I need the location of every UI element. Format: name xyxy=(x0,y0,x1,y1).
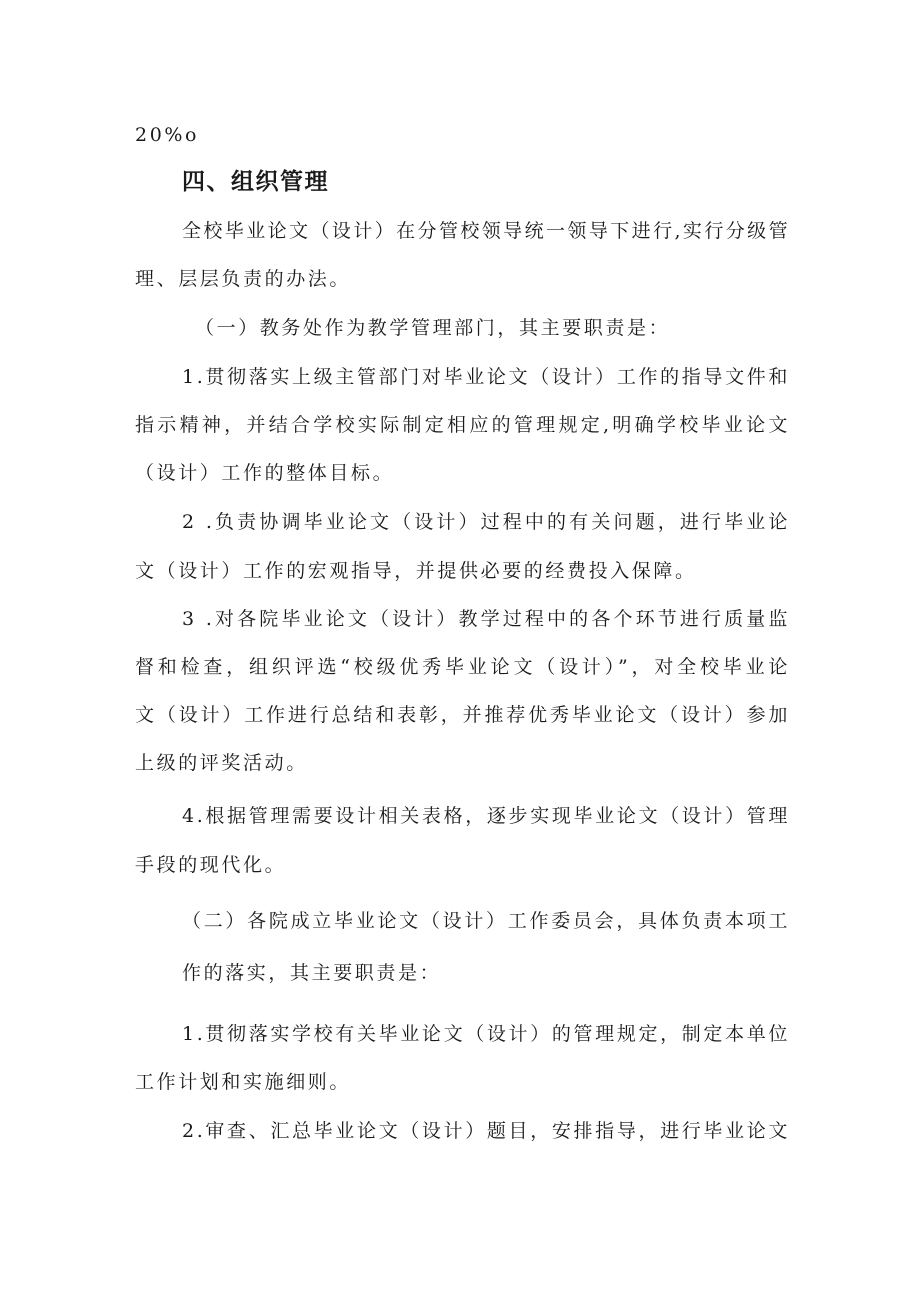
paragraph-line: 1.贯彻落实学校有关毕业论文（设计）的管理规定，制定本单位 xyxy=(182,1023,790,1045)
paragraph-line: 工作计划和实施细则。 xyxy=(135,1071,352,1093)
section-heading: 四、组织管理 xyxy=(182,169,329,195)
subsection-heading: （一）教务处作为教学管理部门，其主要职责是： xyxy=(195,317,671,339)
subsection-heading: （二）各院成立毕业论文（设计）工作委员会，具体负责本项工 xyxy=(182,910,790,932)
paragraph-line: 理、层层负责的办法。 xyxy=(135,268,352,290)
paragraph-line: 3 .对各院毕业论文（设计）教学过程中的各个环节进行质量监 xyxy=(182,608,790,630)
paragraph-line: 文（设计）工作的宏观指导，并提供必要的经费投入保障。 xyxy=(135,560,697,582)
percent-fragment: 20%o xyxy=(135,124,200,146)
paragraph-line: 上级的评奖活动。 xyxy=(135,752,308,774)
paragraph-line: 手段的现代化。 xyxy=(135,854,287,876)
paragraph-line: 作的落实，其主要职责是： xyxy=(182,962,442,984)
paragraph-line: 2 .负责协调毕业论文（设计）过程中的有关问题，进行毕业论 xyxy=(182,511,790,533)
paragraph-line: 督和检查，组织评选“校级优秀毕业论文（设计）”，对全校毕业论 xyxy=(135,656,790,678)
paragraph-line: （设计）工作的整体目标。 xyxy=(135,462,395,484)
paragraph-line: 文（设计）工作进行总结和表彰，并推荐优秀毕业论文（设计）参加 xyxy=(135,704,790,726)
paragraph-line: 2.审查、汇总毕业论文（设计）题目，安排指导，进行毕业论文 xyxy=(182,1120,790,1142)
paragraph-line: 1.贯彻落实上级主管部门对毕业论文（设计）工作的指导文件和 xyxy=(182,366,790,388)
paragraph-line: 全校毕业论文（设计）在分管校领导统一领导下进行,实行分级管 xyxy=(182,220,790,242)
paragraph-line: 4.根据管理需要设计相关表格，逐步实现毕业论文（设计）管理 xyxy=(182,805,790,827)
paragraph-line: 指示精神，并结合学校实际制定相应的管理规定,明确学校毕业论文 xyxy=(135,414,790,436)
